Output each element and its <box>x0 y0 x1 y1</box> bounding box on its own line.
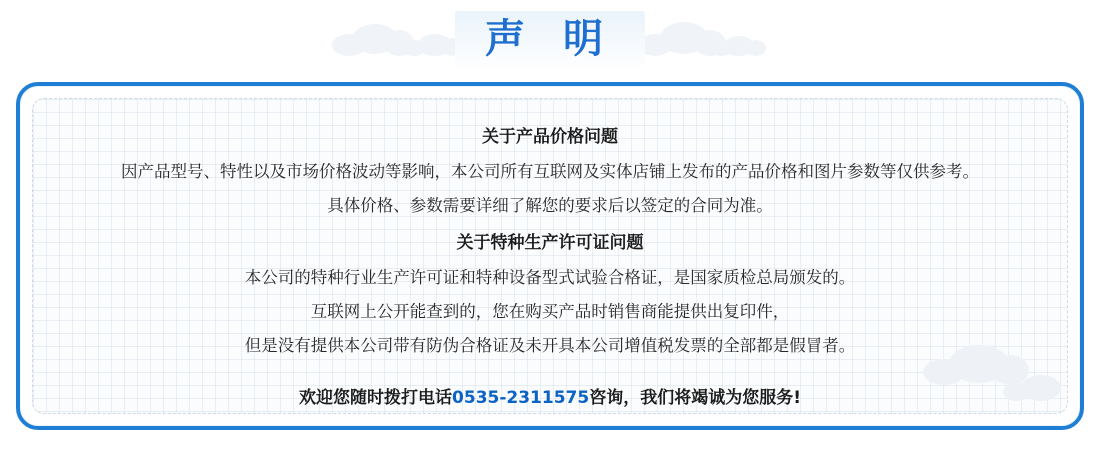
title-container <box>0 0 1100 82</box>
statement-panel-inner <box>32 98 1068 414</box>
section-heading-license: 关于特种生产许可证问题 <box>456 233 644 253</box>
section-license-line-2: 互联网上公开能查到的，您在购买产品时销售商能提供出复印件， <box>310 302 790 321</box>
section-price-line-1: 因产品型号、特性以及市场价格波动等影响，本公司所有互联网及实体店铺上发布的产品价格和图片参数等仅供参考。 <box>121 162 979 181</box>
statement-content <box>33 99 1067 414</box>
contact-line <box>69 381 1031 414</box>
title-plate <box>455 11 645 71</box>
cloud-decoration-icon <box>660 22 708 54</box>
contact-prefix: 欢迎您随时拨打电话 <box>299 388 453 408</box>
section-license-line-1: 本公司的特种行业生产许可证和特种设备型式试验合格证，是国家质检总局颁发的。 <box>244 268 856 287</box>
section-price-line-2: 具体价格、参数需要详细了解您的要求后以签定的合同为准。 <box>327 196 773 215</box>
section-heading-price: 关于产品价格问题 <box>482 127 618 147</box>
page-title: 声 明 <box>485 16 615 62</box>
page-header <box>0 0 1100 82</box>
contact-suffix: 咨询，我们将竭诚为您服务! <box>589 388 801 408</box>
section-license-line-3: 但是没有提供本公司带有防伪合格证及未开具本公司增值税发票的全部都是假冒者。 <box>244 336 856 355</box>
statement-panel <box>16 82 1084 430</box>
cloud-decoration-icon <box>352 24 398 54</box>
contact-phone-number[interactable]: 0535-2311575 <box>452 388 590 408</box>
cloud-decoration-icon <box>724 36 754 56</box>
cloud-decoration-icon <box>418 34 452 56</box>
